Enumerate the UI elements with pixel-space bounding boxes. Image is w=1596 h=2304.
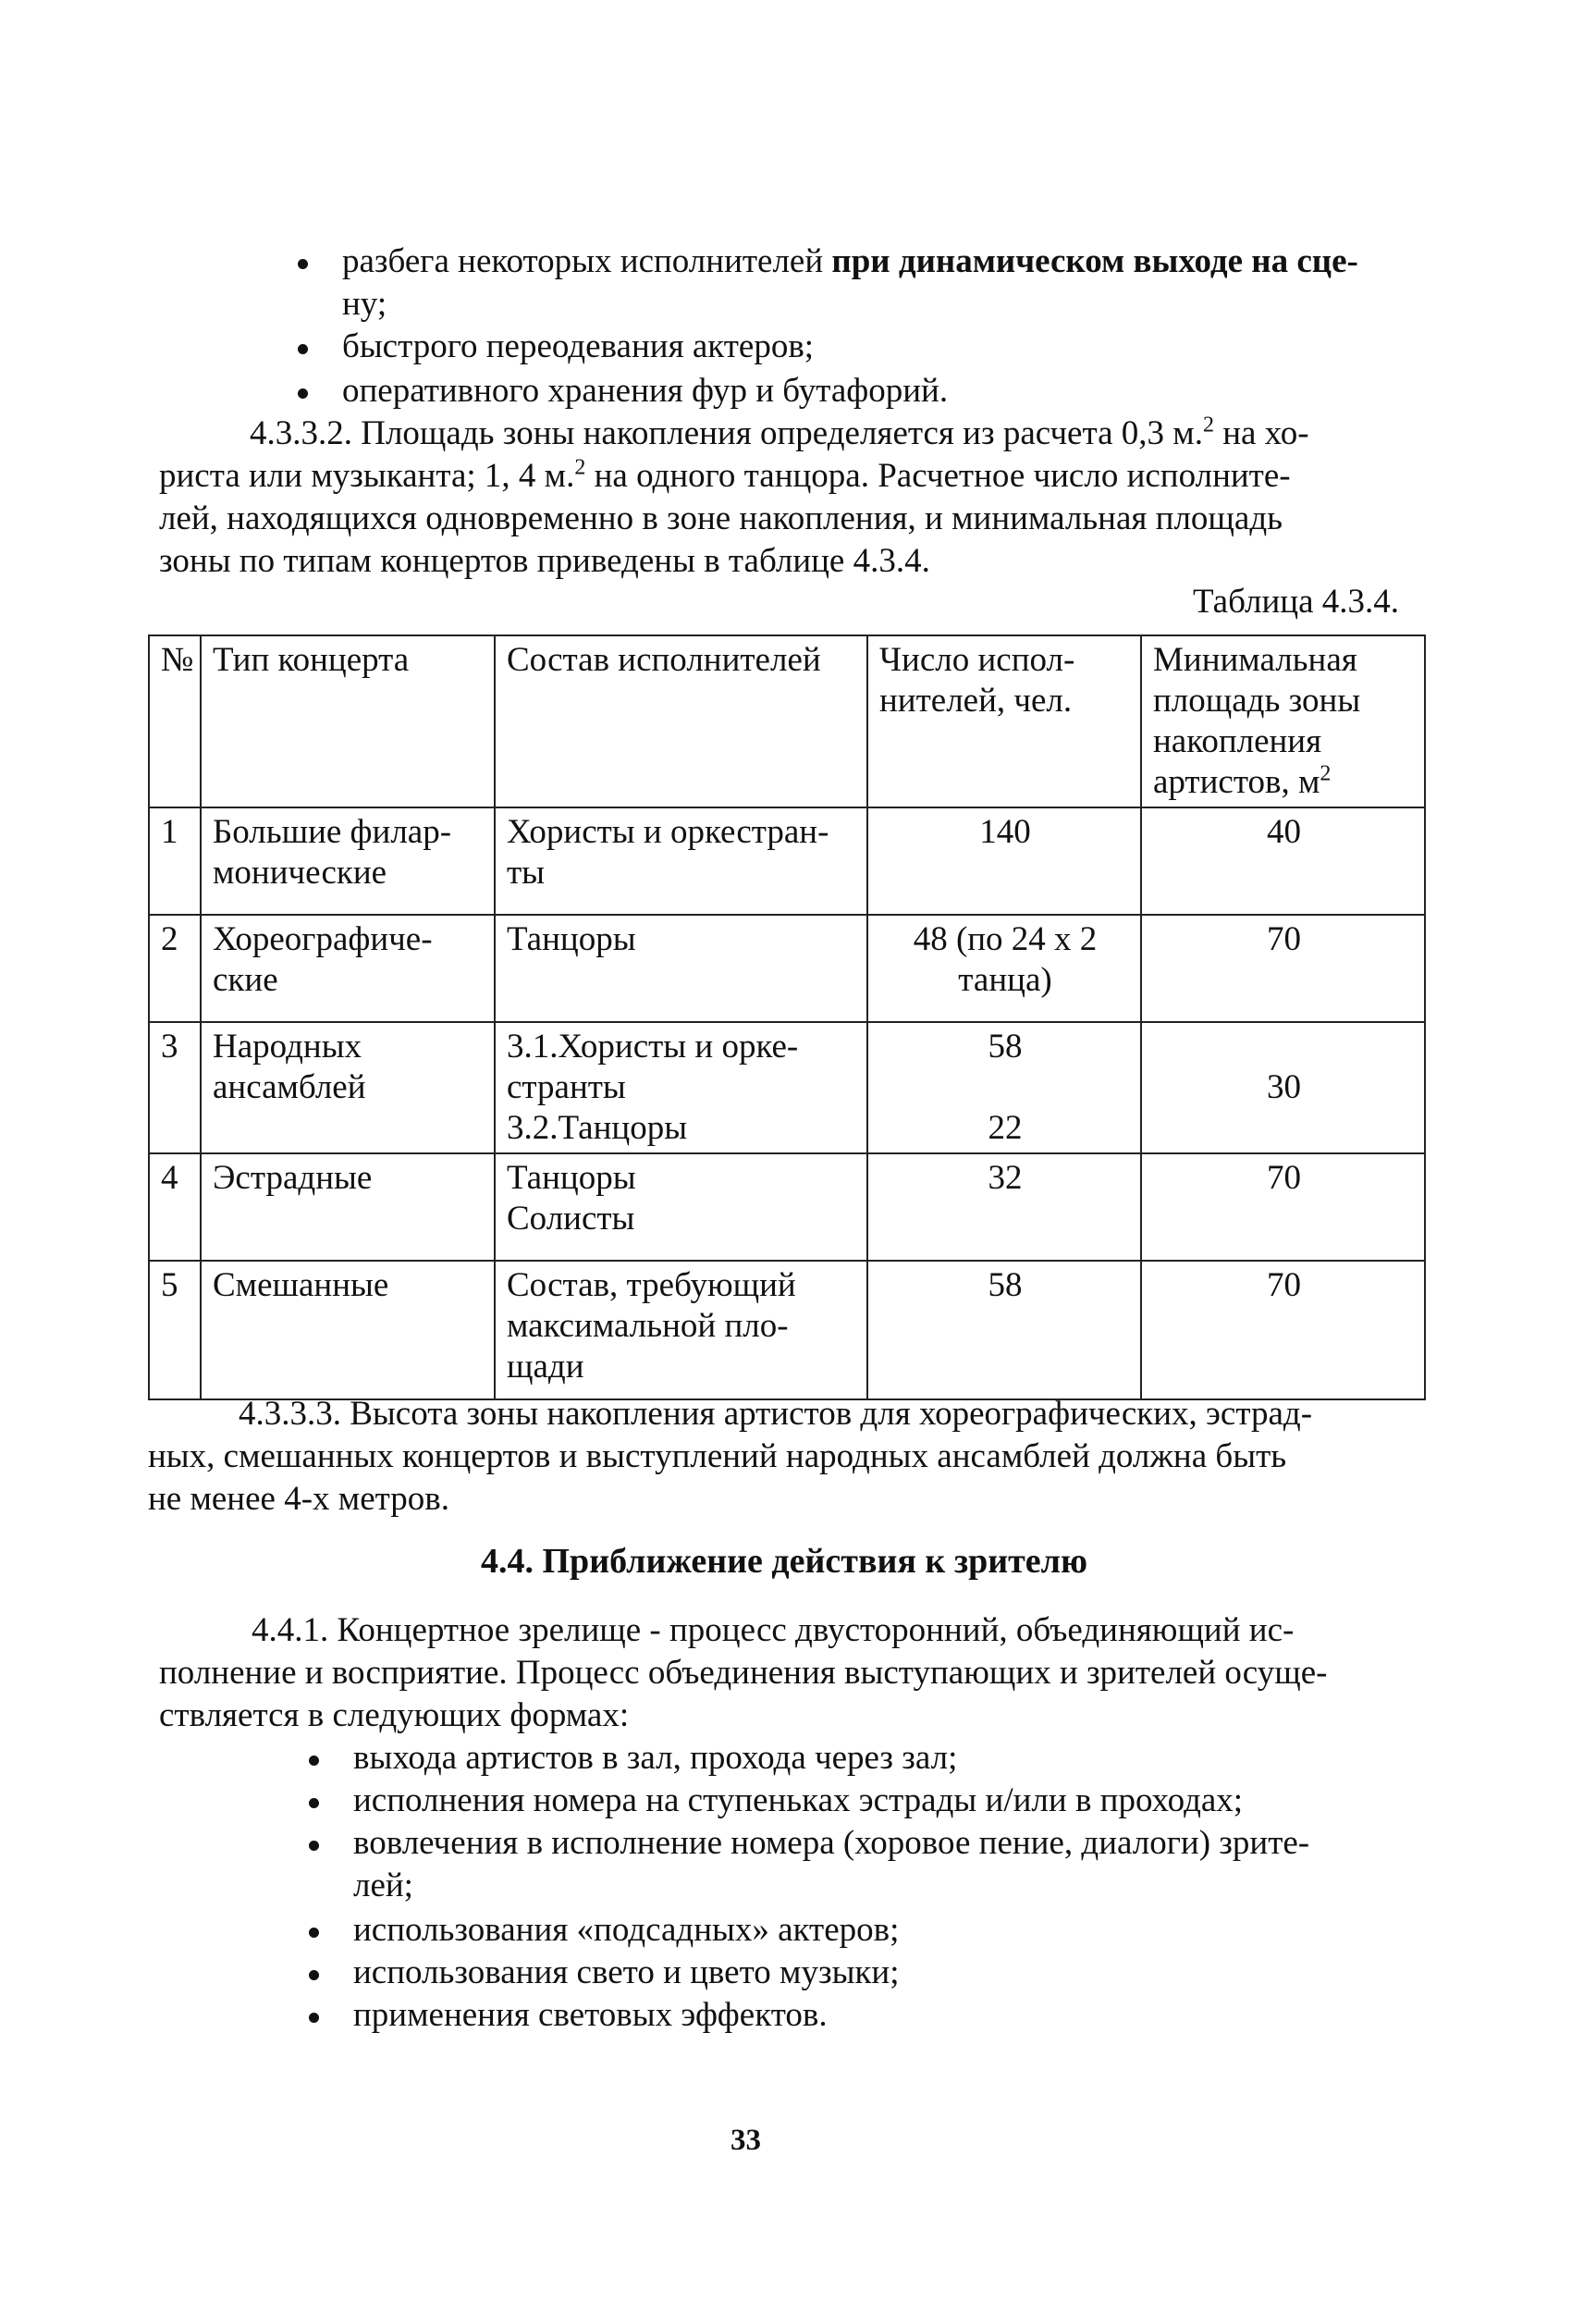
bullet-line: быстрого переодевания актеров; [342,327,815,365]
header-area [1141,635,1425,807]
cell-area: 70 [1141,915,1425,1022]
bullet-dot [309,2013,319,2023]
header-area-text: Минимальная площадь зоны накопления артистов, м [1153,641,1361,801]
bullet-continuation: ну; [342,285,387,323]
paragraph-line: лей, находящихся одновременно в зоне накопления, и минимальная площадь [159,499,1283,537]
bullet-continuation: лей; [353,1867,413,1904]
bullet-text-bold: при динамическом выходе на сце- [831,242,1358,280]
cell-area: 30 [1141,1022,1425,1153]
cell-composition: Танцоры [495,915,867,1022]
cell-composition: Хористы и оркестран-ты [495,807,867,915]
bullet-line: использования свето и цвето музыки; [353,1953,900,1991]
table-caption: Таблица 4.3.4. [1193,583,1399,621]
bullet-line: оперативного хранения фур и бутафорий. [342,372,949,410]
cell-num: 2 [149,915,201,1022]
text-run: на одного танцора. Расчетное число исполните- [585,457,1291,495]
cell-type: Эстрадные [201,1153,495,1261]
table-row [149,1022,1425,1153]
header-type: Тип концерта [201,635,495,807]
bullet-dot [298,344,308,354]
cell-composition: Состав, требующий максимальной пло-щади [495,1261,867,1399]
bullet-dot [298,388,308,399]
cell-count: 140 [867,807,1141,915]
cell-composition: 3.1.Хористы и орке-странты 3.2.Танцоры [495,1022,867,1153]
text-run: 4.3.3.2. Площадь зоны накопления определяется из расчета 0,3 м. [250,414,1203,452]
table-row [149,1153,1425,1261]
bullet-dot [298,259,308,269]
section-heading: 4.4. Приближение действия к зрителю [481,1542,1088,1581]
text-run: риста или музыканта; 1, 4 м. [159,457,575,495]
bullet-dot [309,1928,319,1938]
header-num: № [149,635,201,807]
cell-type: Хореографиче-ские [201,915,495,1022]
bullet-line: применения световых эффектов. [353,1996,828,2034]
bullet-dot [309,1756,319,1766]
cell-type: Народных ансамблей [201,1022,495,1153]
paragraph-line: ствляется в следующих формах: [159,1696,630,1734]
cell-type: Большие филар-монические [201,807,495,915]
text-run: на хо- [1213,414,1309,452]
bullet-line: исполнения номера на ступеньках эстрады и/или в проходах; [353,1781,1244,1819]
cell-count: 58 [867,1261,1141,1399]
cell-count: 58 22 [867,1022,1141,1153]
paragraph-line: зоны по типам концертов приведены в таблице 4.3.4. [159,542,930,580]
cell-num: 4 [149,1153,201,1261]
cell-type: Смешанные [201,1261,495,1399]
cell-num: 5 [149,1261,201,1399]
cell-area: 40 [1141,807,1425,915]
bullet-dot [309,1798,319,1808]
header-composition: Состав исполнителей [495,635,867,807]
concert-table [148,635,1426,1400]
bullet-line: вовлечения в исполнение номера (хоровое пение, диалоги) зрите- [353,1824,1310,1862]
table-header-row [149,635,1425,807]
superscript: 2 [1320,761,1332,786]
bullet-dot [309,1970,319,1980]
bullet-line [342,240,1358,283]
superscript: 2 [574,455,586,480]
cell-area: 70 [1141,1261,1425,1399]
header-count: Число испол-нителей, чел. [867,635,1141,807]
paragraph-line [159,455,1291,498]
paragraph-line: не менее 4-х метров. [148,1480,449,1518]
cell-area: 70 [1141,1153,1425,1261]
cell-num: 1 [149,807,201,915]
cell-count: 48 (по 24 х 2 танца) [867,915,1141,1022]
cell-count: 32 [867,1153,1141,1261]
bullet-line: использования «подсадных» актеров; [353,1911,900,1949]
table-row [149,807,1425,915]
paragraph-line [250,413,1309,455]
paragraph-line: 4.4.1. Концертное зрелище - процесс двусторонний, объединяющий ис- [252,1611,1295,1649]
bullet-line: выхода артистов в зал, прохода через зал; [353,1739,958,1777]
cell-num: 3 [149,1022,201,1153]
paragraph-line: 4.3.3.3. Высота зоны накопления артистов для хореографических, эстрад- [239,1395,1313,1433]
table-row [149,915,1425,1022]
bullet-text: разбега некоторых исполнителей [342,242,832,280]
superscript: 2 [1202,413,1214,437]
paragraph-line: ных, смешанных концертов и выступлений народных ансамблей должна быть [148,1437,1287,1475]
page-number: 33 [730,2124,761,2157]
table-row [149,1261,1425,1399]
cell-composition: Танцоры Солисты [495,1153,867,1261]
paragraph-line: полнение и восприятие. Процесс объединения выступающих и зрителей осуще- [159,1654,1328,1692]
bullet-dot [309,1841,319,1851]
